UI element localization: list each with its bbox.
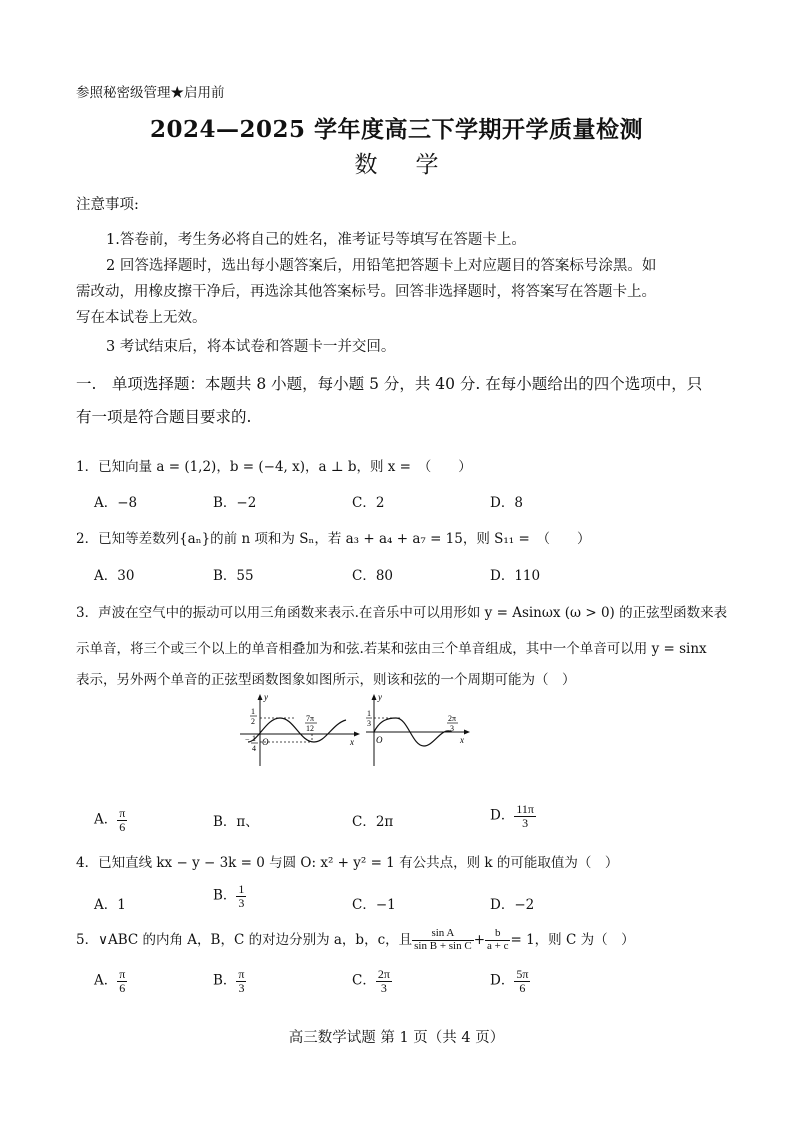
graph-1-ymax-den: 2 [251,717,255,726]
question-2-stem: 2．已知等差数列{aₙ}的前 n 项和为 Sₙ，若 a₃ + a₄ + a₇ = 15，则 S₁₁ = （ ） [76,531,591,547]
question-3-option-b: B．π、 [213,814,259,830]
question-4-option-d: D．−2 [490,897,535,913]
notice-item-2-line-1: 2 回答选择题时，选出每小题答案后，用铅笔把答题卡上对应题目的答案标号涂黑。如 [106,258,657,274]
question-4-option-a: A．1 [94,897,126,913]
graph-1-y-arrow [258,694,263,700]
graph-1-ymax-num: 1 [251,707,255,716]
question-1-option-d: D．8 [490,495,523,511]
graph-2-xmark-num: 2π [448,714,457,723]
question-3-stem-line-2: 示单音，将三个或三个以上的单音相叠加为和弦.若某和弦由三个单音组成，其中一个单音可以用 y = sinx [76,641,707,657]
question-2-option-d: D．110 [490,568,541,584]
notice-heading: 注意事项: [76,197,139,213]
question-4-option-b: B． $\frac{1}{3}$ [213,882,245,910]
question-1-option-a: A．−8 [94,495,138,511]
section-1-heading-cont: 有一项是符合题目要求的. [76,408,252,426]
notice-item-2-line-3: 写在本试卷上无效。 [76,310,207,326]
question-3-option-c: C．2π [352,814,394,830]
graph-1-x-arrow [354,732,360,737]
question-5-option-d: D． $\frac{5\pi}{6}$ [490,967,529,995]
question-1-option-c: C．2 [352,495,385,511]
question-4-option-c: C．−1 [352,897,396,913]
question-3-graph-2 [362,690,474,770]
question-3-graph-1 [236,690,364,770]
question-5-option-c: C． $\frac{2\pi}{3}$ [352,967,390,995]
graph-1-ymin-num: 1 [252,734,256,743]
graph-1-x-label: x [350,737,354,747]
notice-item-1: 1.答卷前，考生务必将自己的姓名，准考证号等填写在答题卡上。 [106,232,526,248]
confidentiality-label: 参照秘密级管理★启用前 [76,85,225,101]
subject-title: 数学 [354,152,477,178]
exam-title: 2024—2025 学年度高三下学期开学质量检测 [149,116,644,143]
section-1-heading: 一. 单项选择题：本题共 8 小题，每小题 5 分，共 40 分. 在每小题给出的四个选项中，只 [76,375,703,393]
question-4-stem: 4．已知直线 kx − y − 3k = 0 与圆 O: x² + y² = 1 有公共点，则 k 的可能取值为（ ） [76,855,619,871]
graph-2-x-label: x [460,735,464,745]
question-5-stem: 5．∨ABC 的内角 A，B，C 的对边分别为 a，b，c，且 $\frac{\text{sin A}}{\text{sin B + sin C}}$ + $\frac{b}{a + c}$ = 1，则 C 为（ ） [76,927,635,952]
graph-2-y-label: y [378,692,382,702]
graph-1-xmark-num: 7π [306,714,315,723]
question-3-stem-line-1: 3．声波在空气中的振动可以用三角函数来表示.在音乐中可以用形如 y = Asinωx (ω > 0) 的正弦型函数来表 [76,605,728,621]
notice-item-3: 3 考试结束后，将本试卷和答题卡一并交回。 [106,339,396,355]
question-2-option-c: C．80 [352,568,394,584]
page-footer: 高三数学试题 第 1 页（共 4 页） [288,1030,505,1046]
question-1-stem: 1．已知向量 a = (1,2)，b = (−4, x)，a ⊥ b，则 x = （ ） [76,459,472,475]
graph-2-origin: O [376,735,383,745]
graph-1-ymin-sign: − [245,735,250,744]
question-3-option-a: A． $\frac{\pi}{6}$ [94,806,126,834]
graph-1-origin: O [262,737,269,747]
graph-1-y-label: y [264,692,268,702]
notice-item-2-line-2: 需改动，用橡皮擦干净后，再选涂其他答案标号。回答非选择题时，将答案写在答题卡上。 [76,284,656,300]
graph-1-ymin-den: 4 [252,744,256,753]
graph-2-y-arrow [372,694,377,700]
graph-2-x-arrow [464,730,470,735]
question-5-option-b: B． $\frac{\pi}{3}$ [213,967,245,995]
graph-2-xmark-den: 3 [450,724,454,733]
question-2-option-a: A．30 [94,568,135,584]
graph-1-xmark-den: 12 [306,724,314,733]
question-2-option-b: B．55 [213,568,254,584]
question-3-option-d: D． $\frac{11\pi}{3}$ [490,802,534,830]
graph-2-ymax-num: 1 [367,709,371,718]
graph-2-ymax-den: 3 [367,719,371,728]
question-1-option-b: B．−2 [213,495,257,511]
question-3-stem-line-3: 表示，另外两个单音的正弦型函数图象如图所示，则该和弦的一个周期可能为（ ） [76,672,576,688]
question-5-option-a: A． $\frac{\pi}{6}$ [94,967,126,995]
